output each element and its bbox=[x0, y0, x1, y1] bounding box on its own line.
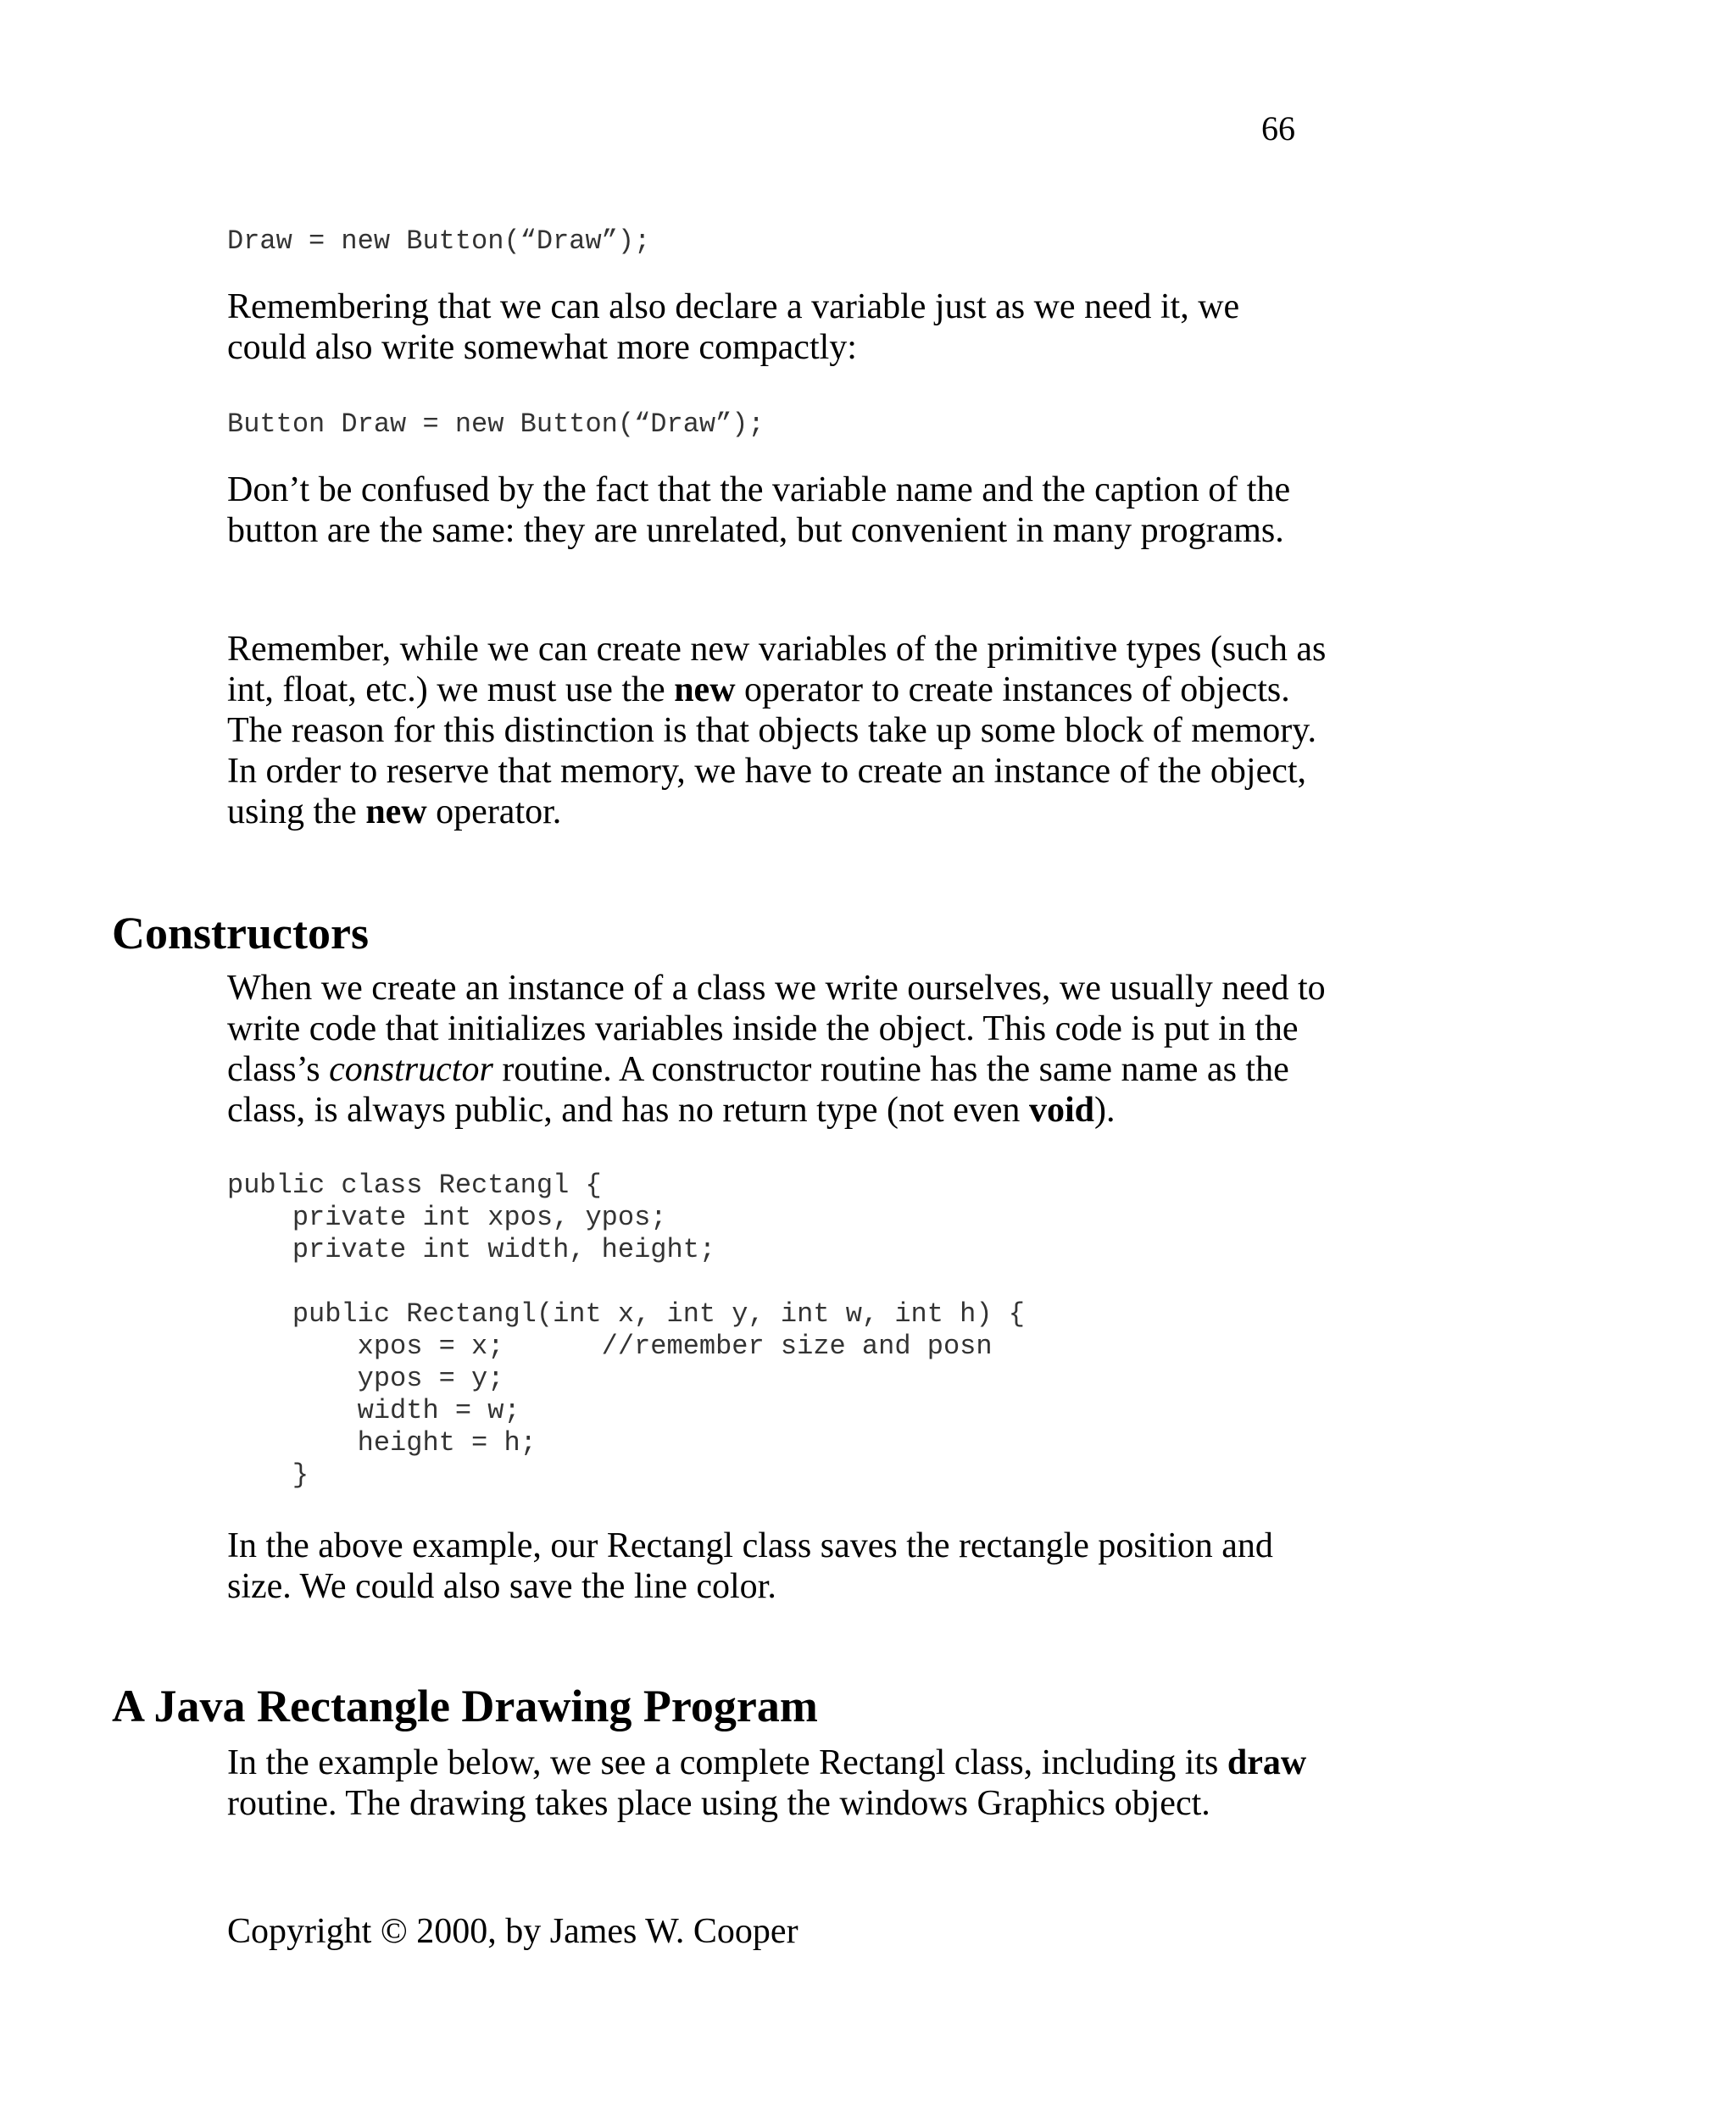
paragraph-declare-variable bbox=[227, 286, 1278, 368]
text-run: In the example below, we see a complete Rectangl class, including its bbox=[227, 1743, 1227, 1782]
code-line: ypos = y; bbox=[227, 1363, 504, 1394]
section-heading-java-rectangle-program: A Java Rectangle Drawing Program bbox=[112, 1681, 818, 1731]
code-line-draw-button: Draw = new Button(“Draw”); bbox=[227, 225, 651, 257]
bold-keyword-void: void bbox=[1028, 1091, 1094, 1130]
text-run: Remember, while we can create new variables of the primitive types (such as int, float, etc.) we must use the bbox=[227, 630, 1327, 709]
paragraph-text bbox=[227, 629, 1329, 832]
code-line: private int xpos, ypos; bbox=[227, 1202, 667, 1233]
paragraph-new-operator bbox=[227, 629, 1329, 832]
italic-term-constructor: constructor bbox=[329, 1050, 493, 1089]
paragraph-text bbox=[227, 1742, 1329, 1824]
paragraph-text bbox=[227, 968, 1329, 1131]
text-run: When we create an instance of a class we write ourselves, we usually need to write code that initializes variables inside the object. This code is put in the class’s bbox=[227, 969, 1326, 1089]
text-run: operator. bbox=[426, 792, 562, 831]
paragraph-text: Remembering that we can also declare a variable just as we need it, we could also write somewhat more compactly: bbox=[227, 287, 1240, 367]
code-line: private int width, height; bbox=[227, 1234, 716, 1265]
code-line: width = w; bbox=[227, 1395, 520, 1426]
bold-keyword-draw: draw bbox=[1227, 1743, 1307, 1782]
paragraph-variable-name bbox=[227, 470, 1295, 551]
code-line: height = h; bbox=[227, 1427, 537, 1459]
code-line-button-declaration: Button Draw = new Button(“Draw”); bbox=[227, 409, 765, 440]
code-block-rectangl-class bbox=[227, 1170, 1025, 1492]
bold-keyword-new: new bbox=[365, 792, 427, 831]
text-run: routine. A constructor routine has the same name as the class, is always public, and has no return type (not even bbox=[227, 1050, 1289, 1130]
code-line: xpos = x; //remember size and posn bbox=[227, 1331, 993, 1362]
code-line: public class Rectangl { bbox=[227, 1170, 602, 1201]
text-run: operator to create instances of objects. The reason for this distinction is that objects take up some block of memory. In order to reserve that memory, we have to create an instance of the object, using the bbox=[227, 670, 1316, 831]
paragraph-text: In the above example, our Rectangl class saves the rectangle position and size. We could also save the line color. bbox=[227, 1526, 1273, 1606]
paragraph-text: Don’t be confused by the fact that the variable name and the caption of the button are the same: they are unrelated, but convenient in many programs. bbox=[227, 470, 1291, 550]
code-line: } bbox=[227, 1459, 309, 1491]
bold-keyword-new: new bbox=[674, 670, 736, 709]
text-run: ). bbox=[1093, 1091, 1116, 1130]
copyright-footer: Copyright © 2000, by James W. Cooper bbox=[227, 1912, 798, 1951]
paragraph-complete-rectangl bbox=[227, 1742, 1329, 1824]
section-heading-constructors: Constructors bbox=[112, 908, 369, 959]
paragraph-rectangl-saves bbox=[227, 1526, 1278, 1607]
paragraph-constructor-intro bbox=[227, 968, 1329, 1131]
text-run: routine. The drawing takes place using the windows Graphics object. bbox=[227, 1784, 1210, 1823]
code-line: public Rectangl(int x, int y, int w, int h) { bbox=[227, 1298, 1025, 1330]
page-number: 66 bbox=[1261, 109, 1295, 147]
